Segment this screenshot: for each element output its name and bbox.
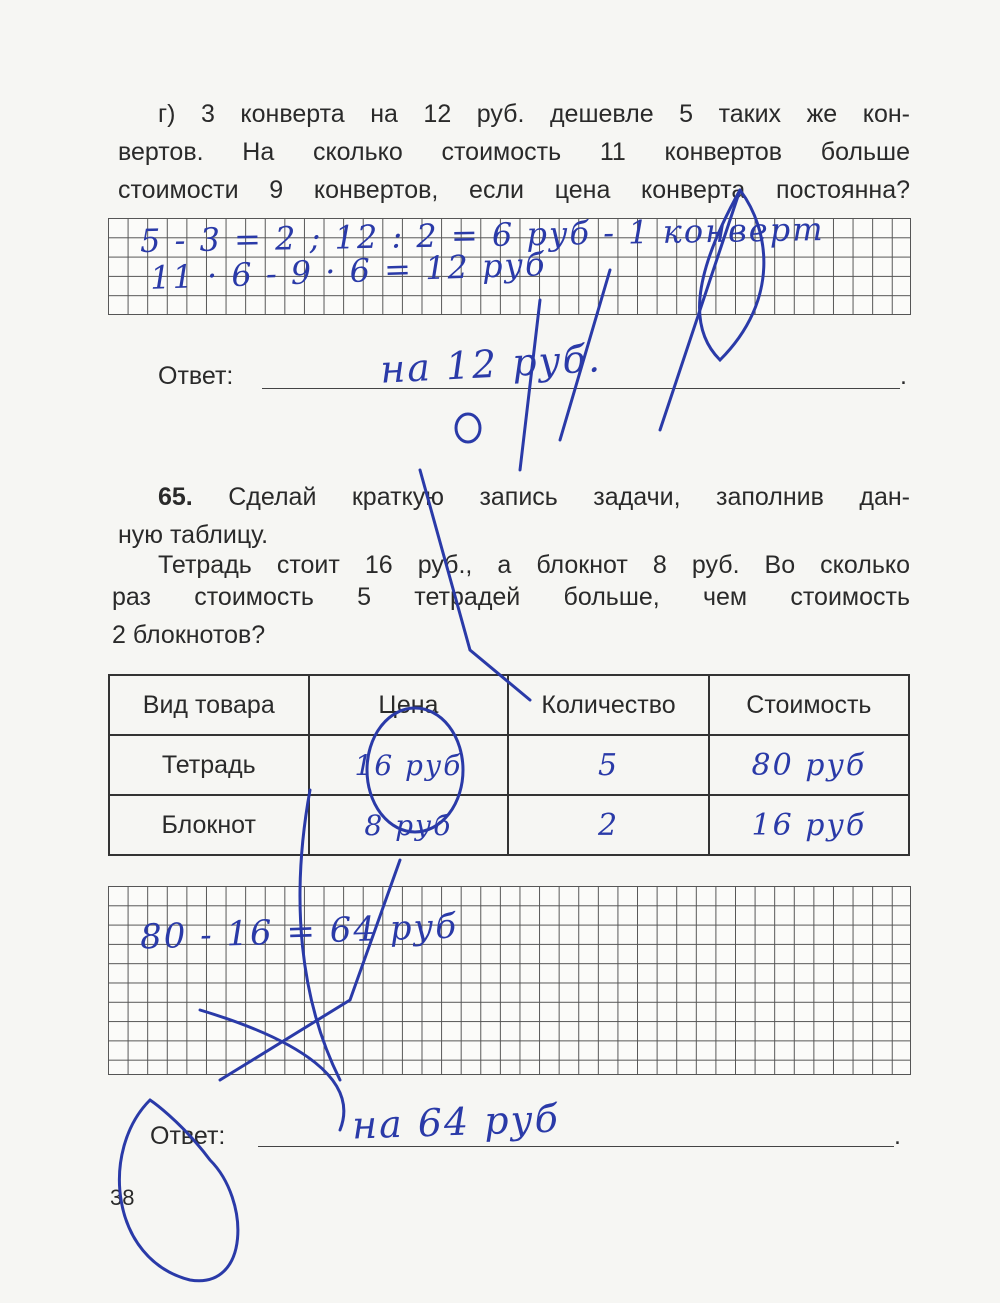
row-1-price-value: 16 руб — [354, 748, 463, 782]
task-65-instruction-line-1 — [158, 478, 910, 516]
task-65-work-line-1: 80 - 16 = 64 руб — [139, 906, 459, 958]
goods-table — [108, 674, 910, 856]
scribble-stroke — [520, 300, 540, 470]
header-item: Вид товара — [109, 675, 309, 735]
task-65-instruction-line-2: ную таблицу. — [118, 521, 269, 549]
task-65-instruction-text: Сделай краткую запись задачи, заполнив дан- — [228, 483, 910, 511]
task-65-problem-line-2: раз стоимость 5 тетрадей больше, чем стоимость — [112, 583, 910, 611]
task-g-answer-label: Ответ: — [158, 362, 234, 390]
task-g-line-3: стоимости 9 конвертов, если цена конверта постоянна? — [118, 176, 910, 204]
header-cost: Стоимость — [709, 675, 909, 735]
table-row — [109, 795, 909, 855]
row-1-item: Тетрадь — [109, 735, 309, 795]
row-1-cost-value: 80 руб — [751, 747, 867, 783]
row-2-quantity[interactable] — [508, 795, 708, 855]
task-65-problem-line-1: Тетрадь стоит 16 руб., а блокнот 8 руб. Во сколько — [158, 551, 910, 579]
task-g-text-cont — [118, 133, 910, 209]
task-65-instruction — [158, 478, 910, 516]
row-1-quantity[interactable] — [508, 735, 708, 795]
table-row — [109, 735, 909, 795]
task-65-answer-dot: . — [894, 1122, 901, 1150]
row-2-cost-value: 16 руб — [751, 807, 867, 843]
row-2-cost[interactable] — [709, 795, 909, 855]
header-quantity: Количество — [508, 675, 708, 735]
task-g-line-2: вертов. На сколько стоимость 11 конвертов больше — [118, 138, 910, 166]
row-1-cost[interactable] — [709, 735, 909, 795]
page-number: 38 — [110, 1185, 135, 1210]
task-g-text — [158, 95, 910, 133]
row-2-item: Блокнот — [109, 795, 309, 855]
task-g-answer-dot: . — [900, 362, 907, 390]
table-header-row — [109, 675, 909, 735]
row-2-price[interactable] — [309, 795, 509, 855]
row-1-price[interactable] — [309, 735, 509, 795]
task-65-answer-value: на 64 руб — [351, 1096, 561, 1148]
row-2-quantity-value: 2 — [597, 807, 620, 843]
task-g-work-line-1: 5 - 3 = 2 ; 12 : 2 = 6 руб - 1 конверт — [139, 210, 825, 260]
task-g-work-line-2: 11 · 6 - 9 · 6 = 12 руб — [149, 245, 548, 297]
task-g-answer-value: на 12 руб. — [379, 336, 603, 392]
row-2-price-value: 8 руб — [364, 808, 453, 842]
row-1-quantity-value: 5 — [597, 747, 620, 783]
header-price: Цена — [309, 675, 509, 735]
task-65-answer-label: Ответ: — [150, 1122, 226, 1150]
task-g-line-1: г) 3 конверта на 12 руб. дешевле 5 таких же кон- — [158, 100, 910, 128]
small-circle — [456, 414, 480, 442]
task-65-problem-cont — [112, 578, 910, 654]
task-65-number: 65. — [158, 483, 193, 511]
task-65-problem-line-3: 2 блокнотов? — [112, 621, 266, 649]
task-g-answer-line[interactable] — [262, 388, 900, 389]
